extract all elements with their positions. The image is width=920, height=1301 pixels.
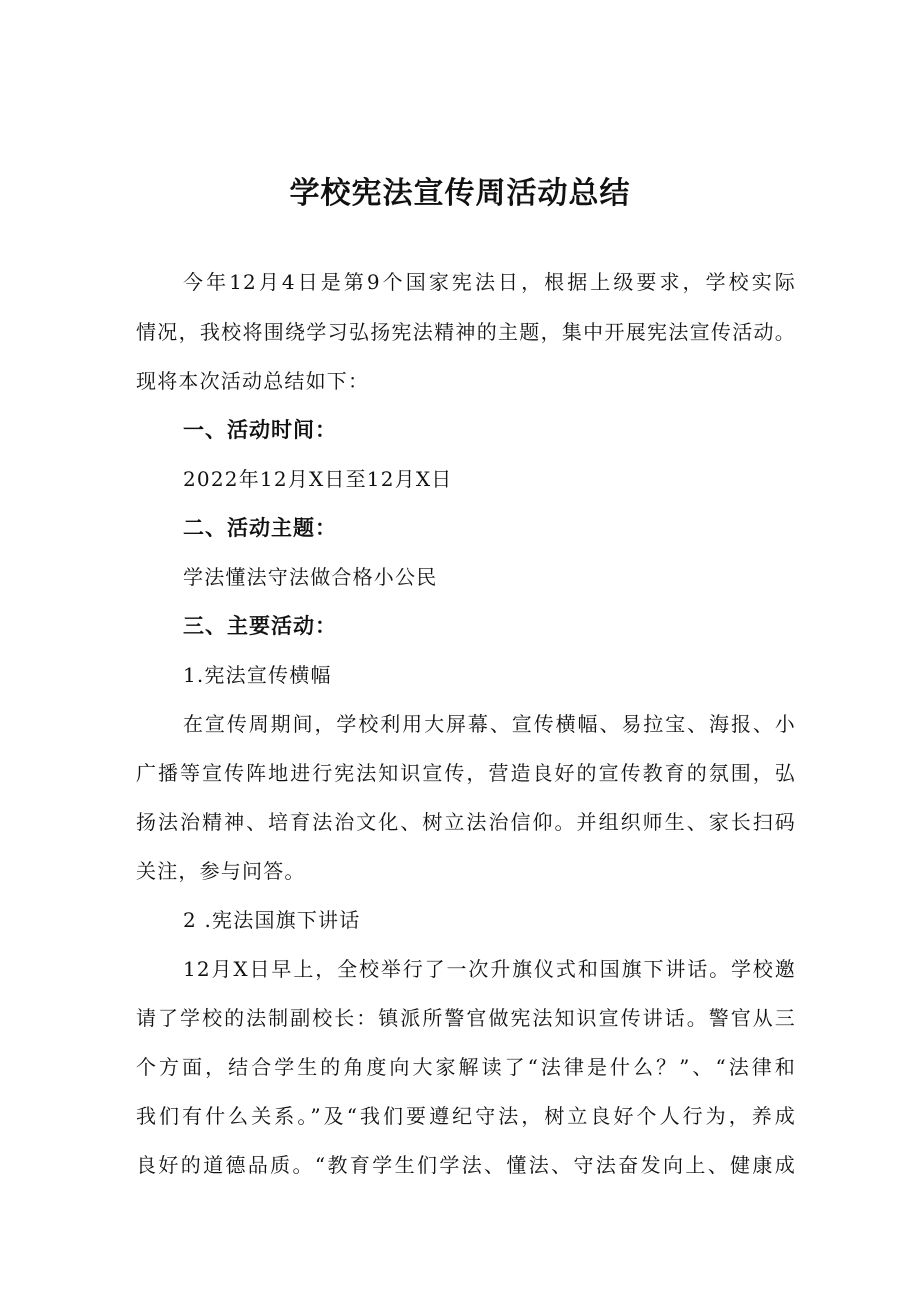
intro-line-1: 今年12月4日是第9个国家宪法日，根据上级要求，学校实际 xyxy=(183,270,796,294)
item-1-line-4: 关注，参与问答。 xyxy=(136,859,306,883)
item-2-line-3: 个方面，结合学生的角度向大家解读了“法律是什么？”、“法律和 xyxy=(136,1055,796,1079)
document-title: 学校宪法宣传周活动总结 xyxy=(289,176,631,211)
section-heading-activities: 三、主要活动： xyxy=(183,614,337,638)
item-1-line-1: 在宣传周期间，学校利用大屏幕、宣传横幅、易拉宝、海报、小 xyxy=(183,712,796,736)
activity-time: 2022年12月X日至12月X日 xyxy=(183,467,453,491)
section-heading-theme: 二、活动主题： xyxy=(183,516,337,540)
item-2-line-2: 请了学校的法制副校长：镇派所警官做宪法知识宣传讲话。警官从三 xyxy=(136,1006,796,1030)
item-1-title: 1.宪法宣传横幅 xyxy=(183,663,332,687)
intro-line-2: 情况，我校将围绕学习弘扬宪法精神的主题，集中开展宪法宣传活动。 xyxy=(136,320,796,344)
item-1-line-3: 扬法治精神、培育法治文化、树立法治信仰。并组织师生、家长扫码 xyxy=(136,810,796,834)
section-heading-time: 一、活动时间： xyxy=(183,418,337,442)
item-2-title: 2 .宪法国旗下讲话 xyxy=(183,908,361,932)
item-2-line-5: 良好的道德品质。“教育学生们学法、懂法、守法奋发向上、健康成 xyxy=(136,1153,796,1177)
activity-theme: 学法懂法守法做合格小公民 xyxy=(183,565,438,589)
item-1-line-2: 广播等宣传阵地进行宪法知识宣传，营造良好的宣传教育的氛围，弘 xyxy=(136,761,796,785)
intro-line-3: 现将本次活动总结如下： xyxy=(136,369,370,393)
item-2-line-1: 12月X日早上，全校举行了一次升旗仪式和国旗下讲话。学校邀 xyxy=(183,957,796,981)
item-2-line-4: 我们有什么关系。”及“我们要遵纪守法，树立良好个人行为，养成 xyxy=(136,1104,796,1128)
